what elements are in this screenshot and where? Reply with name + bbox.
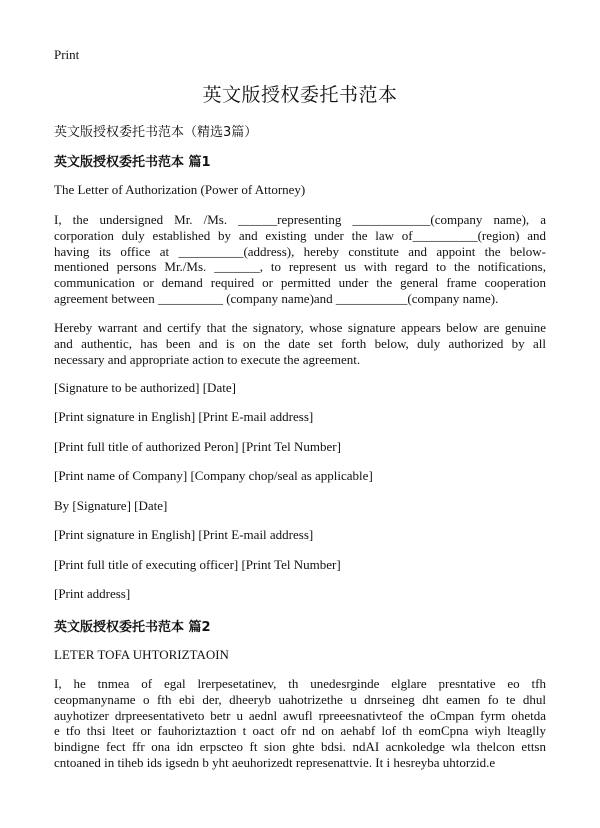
paragraph-line: communication or demand required or permitted under the general frame cooperation: [54, 275, 546, 291]
paragraph-line: auyhotizer drpreesentativeto betr u aednl awufl rpreeesnativteof the oCmpan fyrm ohetda: [54, 707, 546, 723]
paragraph-line: I, the undersigned Mr. /Ms. ______representing ____________(company name), a: [54, 212, 546, 227]
paragraph-line: agreement between __________ (company name)and ___________(company name).: [54, 290, 499, 306]
section-1-paragraph-2: [54, 320, 546, 367]
signature-field-line: [Print full title of authorized Peron] [Print Tel Number]: [54, 439, 341, 454]
signature-field-line: [Print name of Company] [Company chop/seal as applicable]: [54, 468, 373, 483]
section-1-heading: 英文版授权委托书范本 篇1: [54, 155, 211, 170]
section-2-heading: 英文版授权委托书范本 篇2: [54, 620, 211, 635]
paragraph-line: ceopmanyname o fth ebi der, dheeryb uahotrizethe u dnrseineg dht eamen fo te dhul: [54, 691, 546, 707]
paragraph-line: e tfo thsi lteet or fauhoriztaztion t oact ofr nd on aehabf lof th eomCpna wiyh lteaglly: [54, 723, 546, 739]
print-label: Print: [54, 47, 80, 62]
document-title: 英文版授权委托书范本: [202, 84, 398, 106]
section-2-paragraph-1: [54, 676, 546, 771]
section-1-letter-title: The Letter of Authorization (Power of Attorney): [54, 182, 306, 197]
paragraph-line: Hereby warrant and certify that the signatory, whose signature appears below are genuine: [54, 320, 546, 335]
paragraph-line: and authentic, has been and is on the date set forth below, duly authorized by all: [54, 335, 546, 351]
paragraph-line: necessary and appropriate action to execute the agreement.: [54, 351, 361, 367]
paragraph-line: having its office at __________(address), hereby constitute and appoint the below-: [54, 243, 546, 259]
paragraph-line: bindigne fect ffr ona idn erpscteo ft sion ghte bdsi. ndAI acnkoledge wla thelcon ettsn: [54, 739, 546, 755]
paragraph-line: mentioned persons Mr./Ms. _______, to represent us with regard to the notifications,: [54, 259, 546, 275]
signature-field-line: [Print full title of executing officer] [Print Tel Number]: [54, 557, 341, 572]
paragraph-line: corporation duly established by and existing under the law of__________(region) and: [54, 227, 546, 243]
section-2-letter-title: LETER TOFA UHTORIZTAOIN: [54, 647, 229, 662]
signature-field-line: [Print signature in English] [Print E-mail address]: [54, 527, 314, 542]
signature-field-line: [Print signature in English] [Print E-mail address]: [54, 409, 314, 424]
signature-field-line: By [Signature] [Date]: [54, 498, 168, 513]
signature-field-line: [Signature to be authorized] [Date]: [54, 380, 236, 395]
paragraph-line: cntoaned in tiheb ids igsedn b yht aeuhorizedt represenattvie. It i hesreyba uhtorzid.e: [54, 754, 496, 770]
paragraph-line: I, he tnmea of egal lrerpesetatinev, th unedesrginde elglare presntative eo tfh: [54, 676, 546, 691]
signature-field-line: [Print address]: [54, 586, 131, 601]
section-1-paragraph-1: [54, 212, 546, 307]
document-subtitle: 英文版授权委托书范本（精选3篇）: [54, 125, 258, 140]
